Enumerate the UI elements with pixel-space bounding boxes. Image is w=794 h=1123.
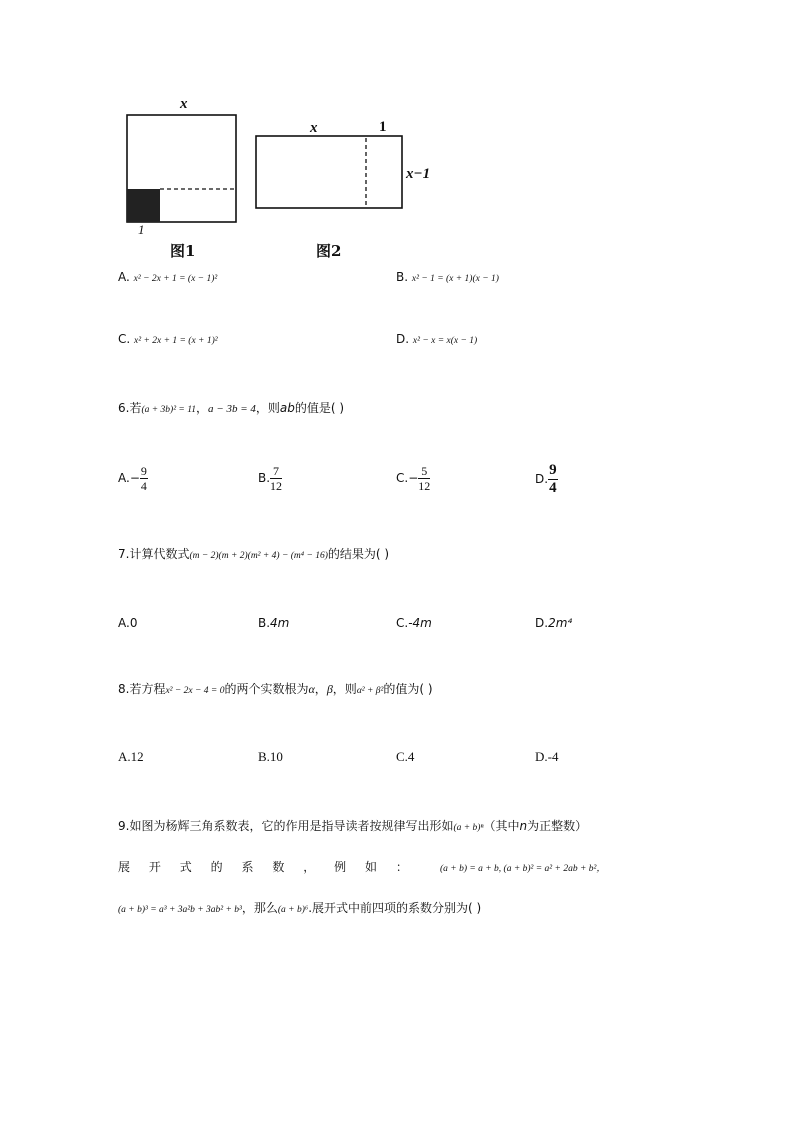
q6-sep: ， <box>196 401 209 415</box>
q8-suffix: 的值为( ) <box>383 682 433 696</box>
q6-prefix: 6.若 <box>118 401 142 415</box>
q7-option-b[interactable] <box>258 616 289 630</box>
q9-line1-prefix: 9.如图为杨辉三角系数表，它的作用是指导读者按规律写出形如 <box>118 819 454 833</box>
q8-option-a-letter: A. <box>118 749 131 764</box>
q7-option-d[interactable] <box>535 616 572 630</box>
q7-stem <box>118 545 389 562</box>
q7-option-c[interactable] <box>396 616 432 630</box>
q7-option-b-letter: B. <box>258 616 271 630</box>
q7-option-b-text: 4m <box>270 616 290 630</box>
q8-mid: 的两个实数根为 <box>224 682 309 696</box>
q6-option-d[interactable] <box>535 462 558 497</box>
q6-option-b-num: 7 <box>270 464 282 479</box>
q6-option-a-den: 4 <box>140 479 147 493</box>
q8-option-d[interactable] <box>535 749 558 765</box>
fig1-shaded-square <box>127 189 160 222</box>
q8-option-a[interactable] <box>118 749 144 765</box>
q9-line2-word: ： <box>395 860 408 874</box>
q6-option-c-fraction <box>418 464 430 493</box>
q8-mid2: ，则 <box>332 682 357 696</box>
q6-cond2: a − 3b = 4 <box>208 403 256 415</box>
q8-stem <box>118 680 433 697</box>
q8-option-c-letter: C. <box>396 749 408 764</box>
fig1-caption: 图1 <box>170 242 196 260</box>
q8-equation: x² − 2x − 4 = 0 <box>165 686 225 696</box>
q6-mid: ，则 <box>255 401 280 415</box>
q6-option-c-num: 5 <box>418 464 430 479</box>
q5-option-a-letter: A. <box>118 270 130 284</box>
q6-option-b-letter: B. <box>258 471 271 485</box>
q9-line1-suffix-a: （其中 <box>483 819 520 833</box>
q9-line3-expr: (a + b)³ = a³ + 3a²b + 3ab² + b³ <box>118 905 242 915</box>
q6-option-d-fraction <box>548 462 558 497</box>
q8-option-b[interactable] <box>258 749 283 765</box>
q9-line2-word: 数 <box>272 860 285 874</box>
fig2-caption: 图2 <box>316 242 342 260</box>
q9-line2-words <box>118 858 408 875</box>
q6-option-a[interactable] <box>118 464 148 493</box>
fig2-rectangle <box>256 136 402 208</box>
q7-option-d-letter: D. <box>535 616 549 630</box>
q5-option-b-expr: x² − 1 = (x + 1)(x − 1) <box>411 274 499 284</box>
q8-option-d-text: -4 <box>547 749 559 764</box>
q9-line2-word: 系 <box>241 860 254 874</box>
q8-option-c-text: 4 <box>407 749 415 764</box>
q9-line1-suffix-b: 为正整数） <box>527 819 588 833</box>
figure-1-diagram <box>120 96 250 236</box>
q8-expr: α² + β² <box>356 686 384 696</box>
q8-option-c[interactable] <box>396 749 414 765</box>
q8-option-a-text: 12 <box>130 749 144 764</box>
q6-option-d-letter: D. <box>535 472 549 486</box>
q5-option-b-letter: B. <box>396 270 409 284</box>
q7-expr: (m − 2)(m + 2)(m² + 4) − (m⁴ − 16) <box>189 551 328 561</box>
fig1-top-label: x <box>180 96 188 112</box>
q6-option-d-den: 4 <box>549 480 557 496</box>
q7-option-c-letter: C. <box>396 616 409 630</box>
q9-line2-word: 式 <box>179 860 192 874</box>
q5-option-a-expr: x² − 2x + 1 = (x − 1)² <box>133 274 218 284</box>
q6-option-c[interactable] <box>396 464 430 493</box>
q9-line1-n: n <box>519 819 528 833</box>
q6-option-b-fraction <box>270 464 282 493</box>
q8-comma1: ， <box>314 682 327 696</box>
q8-option-d-letter: D. <box>535 749 548 764</box>
q9-line3 <box>118 899 481 916</box>
q5-option-c-expr: x² + 2x + 1 = (x + 1)² <box>134 336 218 346</box>
q8-option-b-text: 10 <box>269 749 283 764</box>
q9-line2-word: 开 <box>148 860 161 874</box>
q9-line3-expr2: (a + b)⁶ <box>277 905 309 915</box>
q5-option-a[interactable] <box>118 270 217 284</box>
q6-option-c-letter: C. <box>396 471 409 485</box>
q9-line2-word: ， <box>303 860 316 874</box>
q9-line1 <box>118 817 587 834</box>
q5-option-d-letter: D. <box>396 332 410 346</box>
q7-option-c-text: -4m <box>408 616 432 630</box>
fig2-side-label: x−1 <box>406 166 431 182</box>
q6-option-a-letter: A. <box>118 471 130 485</box>
q9-line2-word: 展 <box>118 860 131 874</box>
q9-line1-expr: (a + b)ⁿ <box>453 823 484 833</box>
q5-option-c-letter: C. <box>118 332 131 346</box>
q9-line2-expr: (a + b) = a + b, (a + b)² = a² + 2ab + b²， <box>440 864 606 874</box>
q5-option-d[interactable] <box>396 332 477 346</box>
q6-cond1: (a + 3b)² = 11 <box>141 405 196 415</box>
q7-option-a-text: 0 <box>129 616 138 630</box>
q9-line2-word: 例 <box>334 860 347 874</box>
q9-line3-mid: ，那么 <box>241 901 278 915</box>
q7-suffix: 的结果为( ) <box>327 547 390 561</box>
q6-option-a-fraction <box>140 464 148 493</box>
q8-beta: β <box>326 682 333 696</box>
q9-line3-suffix: .展开式中前四项的系数分别为( ) <box>308 901 482 915</box>
q8-alpha: α <box>308 682 315 696</box>
figure-2-diagram <box>250 120 420 220</box>
q5-option-b[interactable] <box>396 270 499 284</box>
q6-suffix: 的值是( ) <box>294 401 345 415</box>
q7-option-a-letter: A. <box>118 616 130 630</box>
q6-option-b-den: 12 <box>270 479 283 493</box>
q8-prefix: 8.若方程 <box>118 682 166 696</box>
q6-option-b[interactable] <box>258 464 282 493</box>
q9-line2-word: 的 <box>210 860 223 874</box>
q5-option-d-expr: x² − x = x(x − 1) <box>412 336 478 346</box>
q5-option-c[interactable] <box>118 332 218 346</box>
q7-option-d-text: 2m⁴ <box>548 616 573 630</box>
q6-stem <box>118 399 344 416</box>
q6-option-c-sign: − <box>408 471 419 485</box>
q6-var: ab <box>279 401 295 415</box>
q7-option-a[interactable] <box>118 616 137 630</box>
q6-option-a-num: 9 <box>140 464 147 478</box>
fig2-top-label-1: 1 <box>379 119 387 135</box>
q9-line2-word: 如 <box>365 860 378 874</box>
q7-prefix: 7.计算代数式 <box>118 547 190 561</box>
q6-option-d-num: 9 <box>549 462 557 478</box>
q8-option-b-letter: B. <box>258 749 270 764</box>
q6-option-a-sign: − <box>129 471 140 485</box>
fig1-bottom-label: 1 <box>138 222 145 237</box>
q6-option-c-den: 12 <box>418 479 431 493</box>
fig2-top-label-x: x <box>310 120 318 136</box>
